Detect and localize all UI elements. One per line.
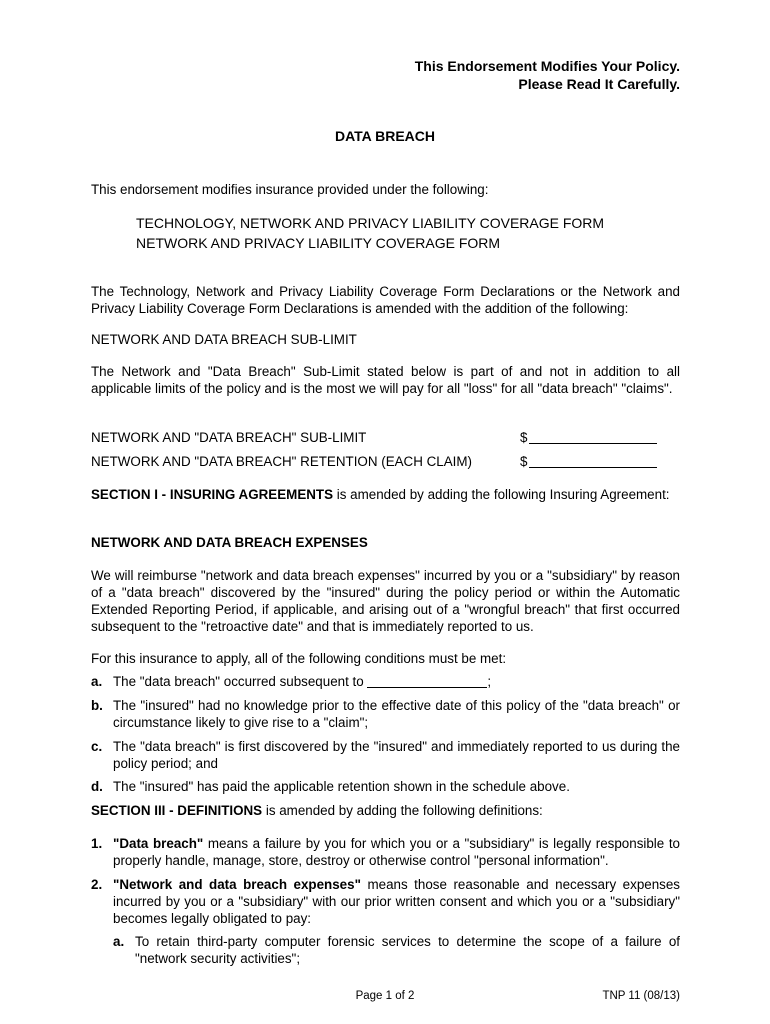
definition-text: means those reasonable and necessary expenses incurred by you or a "subsidiary" with our prior written consent and which you or a "subsidiary" becomes legally obligated to pay: bbox=[113, 877, 680, 926]
condition-marker: d. bbox=[91, 779, 103, 794]
schedule-amount[interactable] bbox=[520, 429, 657, 446]
definition-sub-item bbox=[113, 933, 680, 967]
declarations-text: The Technology, Network and Privacy Liability Coverage Form Declarations or the Network and Privacy Liability Coverage Form Declarations is amended with the addition of the following: bbox=[91, 284, 680, 316]
forms-list bbox=[136, 213, 604, 253]
condition-marker: b. bbox=[91, 698, 103, 713]
condition-text: The "insured" has paid the applicable retention shown in the schedule above. bbox=[113, 779, 570, 794]
currency-symbol: $ bbox=[520, 454, 528, 469]
condition-item bbox=[91, 697, 680, 731]
conditions-intro: For this insurance to apply, all of the following conditions must be met: bbox=[91, 651, 507, 666]
section1-paragraph bbox=[91, 486, 680, 503]
condition-text-end: ; bbox=[487, 674, 492, 689]
expenses-heading: NETWORK AND DATA BREACH EXPENSES bbox=[91, 535, 368, 550]
form-name: TECHNOLOGY, NETWORK AND PRIVACY LIABILITY COVERAGE FORM bbox=[136, 215, 605, 231]
condition-marker: c. bbox=[91, 739, 103, 754]
condition-item bbox=[91, 673, 680, 690]
definition-item bbox=[91, 835, 680, 869]
currency-symbol: $ bbox=[520, 430, 528, 445]
sublimit-heading: NETWORK AND DATA BREACH SUB-LIMIT bbox=[91, 332, 357, 347]
schedule-label: NETWORK AND "DATA BREACH" SUB-LIMIT bbox=[91, 430, 367, 445]
sub-item-marker: a. bbox=[113, 934, 125, 949]
condition-item bbox=[91, 778, 680, 795]
schedule-amount[interactable] bbox=[520, 453, 657, 470]
amount-blank-line[interactable] bbox=[529, 430, 657, 444]
document-title: DATA BREACH bbox=[334, 128, 436, 144]
sublimit-text: The Network and "Data Breach" Sub-Limit stated below is part of and not in addition to all applicable limits of the policy and is the most we will pay for all "loss" for all "data breach" "claims". bbox=[91, 364, 680, 396]
intro-text: This endorsement modifies insurance provided under the following: bbox=[91, 182, 489, 197]
section3-paragraph bbox=[91, 802, 680, 819]
definition-marker: 2. bbox=[91, 877, 103, 892]
condition-item bbox=[91, 738, 680, 772]
form-code: TNP 11 (08/13) bbox=[602, 990, 680, 1002]
schedule-row-sublimit bbox=[91, 429, 680, 446]
endorsement-notice bbox=[415, 57, 680, 93]
reimburse-text: We will reimburse "network and data breach expenses" incurred by you or a "subsidiary" by reason of a "data breach" discovered by the "insured" during the policy period or within the Automatic Extended Reporting Period, if applicable, and arising out of a "wrongful breach" that first occurred subsequent to the "retroactive date" and that is immediately reported to us. bbox=[91, 568, 680, 634]
definition-marker: 1. bbox=[91, 836, 103, 851]
endorsement-notice-line1: This Endorsement Modifies Your Policy. bbox=[414, 58, 680, 74]
definition-item bbox=[91, 876, 680, 927]
section3-heading: SECTION III - DEFINITIONS bbox=[91, 803, 263, 818]
section3-text: is amended by adding the following definitions: bbox=[262, 803, 543, 818]
form-name: NETWORK AND PRIVACY LIABILITY COVERAGE FORM bbox=[136, 235, 501, 251]
section1-text: is amended by adding the following Insuring Agreement: bbox=[333, 487, 670, 502]
sub-item-text: To retain third-party computer forensic services to determine the scope of a failure of "network security activities"; bbox=[135, 934, 680, 966]
definition-text: means a failure by you for which you or a "subsidiary" is legally responsible to properly handle, manage, store, destroy or otherwise control "personal information". bbox=[113, 836, 681, 868]
amount-blank-line[interactable] bbox=[529, 454, 657, 468]
condition-text: The "data breach" is first discovered by the "insured" and immediately reported to us during the policy period; and bbox=[113, 739, 680, 771]
endorsement-notice-line2: Please Read It Carefully. bbox=[518, 76, 680, 92]
condition-marker: a. bbox=[91, 674, 103, 689]
condition-text: The "data breach" occurred subsequent to bbox=[113, 674, 368, 689]
section1-heading: SECTION I - INSURING AGREEMENTS bbox=[91, 487, 334, 502]
schedule-label: NETWORK AND "DATA BREACH" RETENTION (EACH CLAIM) bbox=[91, 454, 473, 469]
condition-text: The "insured" had no knowledge prior to the effective date of this policy of the "data breach" or circumstance likely to give rise to a "claim"; bbox=[113, 698, 680, 730]
definition-term: "Network and data breach expenses" bbox=[113, 877, 361, 892]
definition-term: "Data breach" bbox=[113, 836, 204, 851]
page-number: Page 1 of 2 bbox=[355, 990, 415, 1002]
date-blank-line[interactable] bbox=[367, 674, 487, 688]
schedule-row-retention bbox=[91, 453, 680, 470]
